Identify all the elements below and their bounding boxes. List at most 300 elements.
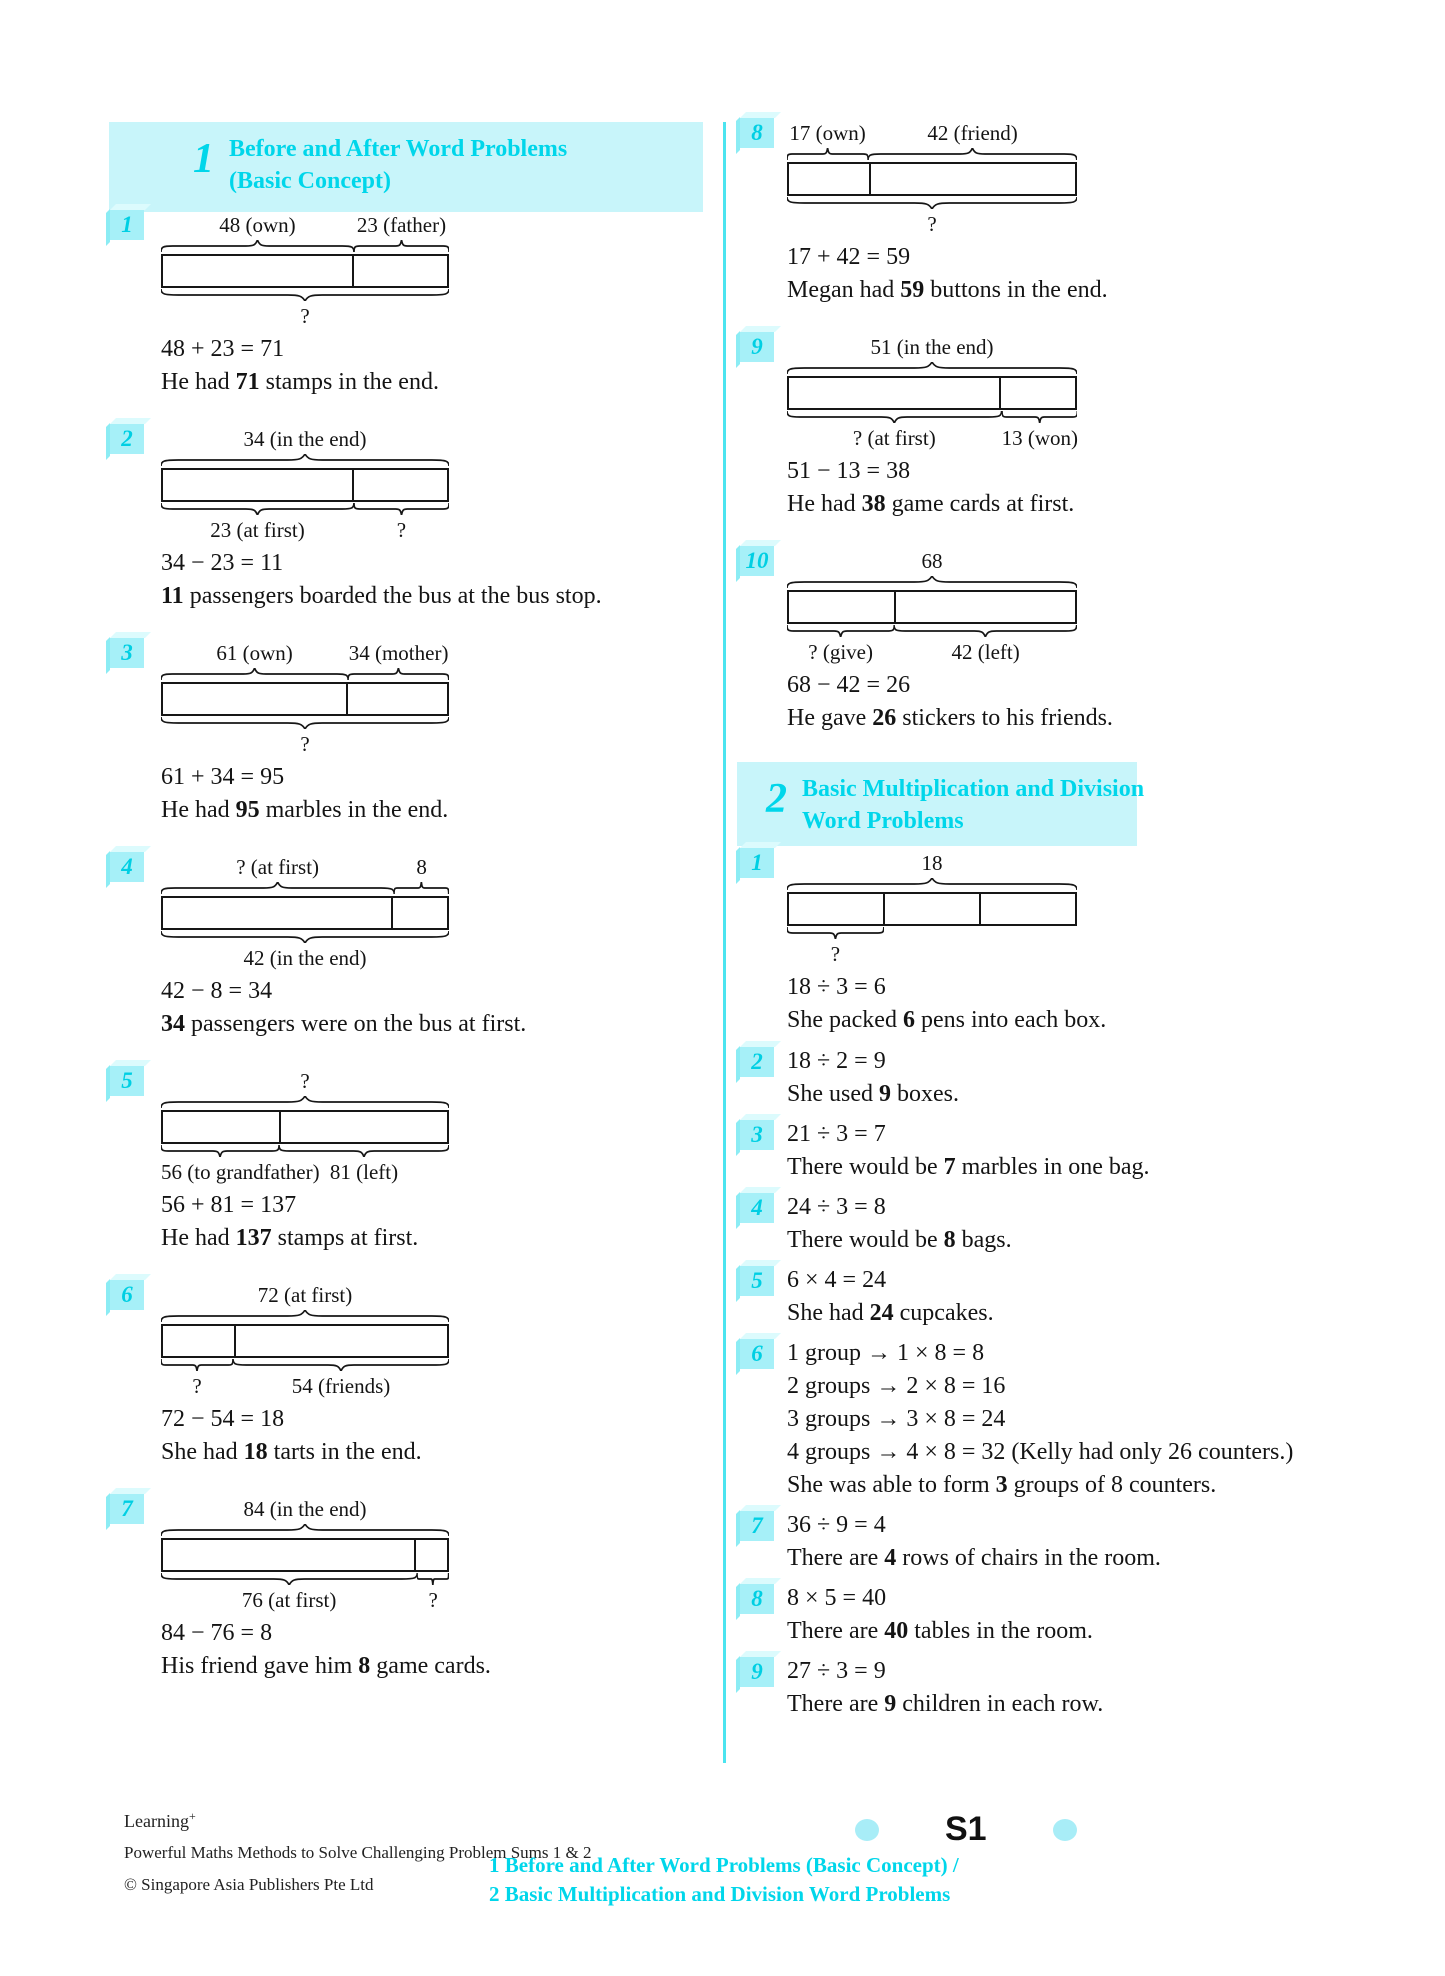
answer-number: 18 xyxy=(243,1439,268,1465)
underbrace-icon xyxy=(354,503,449,515)
bar-model xyxy=(787,120,1077,238)
curly-brace-top xyxy=(354,240,449,253)
answer-number: 26 xyxy=(872,705,897,731)
answer-sentence: He had 95 marbles in the end. xyxy=(161,797,449,823)
answer-number: 11 xyxy=(161,583,184,609)
footer-series-title: Powerful Maths Methods to Solve Challenging Problem Sums 1 & 2 xyxy=(124,1843,592,1862)
bar-segment xyxy=(789,592,896,622)
brace-label: ? (at first) xyxy=(852,426,936,450)
equation: 68 − 42 = 26 xyxy=(787,672,911,698)
tape-bar xyxy=(161,682,449,716)
overbrace-icon xyxy=(348,668,449,680)
problem-2-9 xyxy=(737,1655,1377,1721)
curly-brace-bottom xyxy=(787,625,894,638)
brace-label: 13 (won) xyxy=(1001,426,1078,450)
top-braces xyxy=(161,453,449,468)
problem-number: 9 xyxy=(751,1659,763,1684)
bar-segment xyxy=(163,470,354,500)
page-dot-left-icon xyxy=(855,1819,879,1841)
equation: 18 ÷ 2 = 9 xyxy=(787,1048,886,1074)
footer-ref-section-2: 2 Basic Multiplication and Division Word Problems xyxy=(489,1882,951,1906)
curly-brace-top xyxy=(787,878,1077,891)
problem-1-6 xyxy=(90,1282,718,1469)
problem-number: 1 xyxy=(121,212,133,237)
section-2-title-line1: Basic Multiplication and Division xyxy=(802,776,1145,802)
footer-section-references xyxy=(489,1851,959,1909)
problem-number-badge xyxy=(740,332,774,362)
answer-sentence: 11 passengers boarded the bus at the bus stop. xyxy=(161,583,602,609)
bar-segment xyxy=(1001,378,1075,408)
problem-number-badge xyxy=(110,210,144,240)
equation: 42 − 8 = 34 xyxy=(161,978,273,1004)
answer-sentence: He had 38 game cards at first. xyxy=(787,491,1075,517)
problem-2-4 xyxy=(737,1191,1377,1257)
brace-spacer xyxy=(884,927,1077,940)
curly-brace-top xyxy=(161,1096,449,1109)
section-1-problems-right xyxy=(737,120,1377,735)
overbrace-icon xyxy=(394,882,449,894)
bar-segment xyxy=(163,1326,236,1356)
brace-label: 56 (to grandfather) xyxy=(161,1160,320,1184)
problem-2-7 xyxy=(737,1509,1377,1575)
bottom-brace-labels xyxy=(161,1373,449,1400)
answer-number: 9 xyxy=(879,1081,891,1107)
answer-number: 8 xyxy=(358,1653,371,1679)
bottom-brace-labels xyxy=(787,211,1077,238)
curly-brace-bottom xyxy=(161,1359,233,1372)
answer-number: 59 xyxy=(900,277,925,303)
equation: 24 ÷ 3 = 8 xyxy=(787,1194,886,1220)
bottom-braces xyxy=(161,1572,449,1587)
problem-number-badge xyxy=(110,1494,144,1524)
problem-number-badge xyxy=(740,1339,774,1369)
page-dot-right-icon xyxy=(1053,1819,1077,1841)
footer-page-number: S1 xyxy=(945,1810,987,1848)
bar-segment xyxy=(163,1540,416,1570)
tape-bar xyxy=(161,1538,449,1572)
equation: 48 + 23 = 71 xyxy=(161,336,285,362)
curly-brace-top xyxy=(161,1524,449,1537)
answer-sentence: He had 71 stamps in the end. xyxy=(161,369,439,395)
curly-brace-top xyxy=(161,240,354,253)
section-1-title-line2: (Basic Concept) xyxy=(229,168,391,194)
overbrace-icon xyxy=(354,240,449,252)
answer-sentence: 34 passengers were on the bus at first. xyxy=(161,1011,527,1037)
answer-number: 4 xyxy=(884,1545,897,1571)
bottom-brace-labels xyxy=(787,941,1077,968)
problem-number-badge xyxy=(740,1511,774,1541)
curly-brace-bottom xyxy=(233,1359,449,1372)
bottom-braces xyxy=(161,716,449,731)
brace-label: 61 (own) xyxy=(216,641,293,665)
footer-brand-plus: + xyxy=(188,1809,196,1823)
curly-brace-top xyxy=(787,576,1077,589)
curly-brace-bottom xyxy=(787,927,884,940)
top-braces xyxy=(161,239,449,254)
brace-label: 34 (mother) xyxy=(348,641,449,665)
curly-brace-bottom xyxy=(787,411,1002,424)
work-line: 1 group → 1 × 8 = 8 xyxy=(787,1340,985,1366)
bottom-braces xyxy=(161,502,449,517)
bar-segment xyxy=(789,894,885,924)
problem-number-badge xyxy=(740,118,774,148)
answer-sentence: She was able to form 3 groups of 8 counters. xyxy=(787,1472,1217,1498)
curly-brace-bottom xyxy=(161,717,449,730)
work-line: 4 groups → 4 × 8 = 32 (Kelly had only 26 counters.) xyxy=(787,1439,1294,1465)
curly-brace-top xyxy=(787,362,1077,375)
bottom-braces xyxy=(161,1358,449,1373)
underbrace-icon xyxy=(161,1573,417,1585)
answer-sentence: There would be 8 bags. xyxy=(787,1227,1012,1253)
problem-number: 7 xyxy=(121,1496,133,1521)
brace-label: 23 (father) xyxy=(356,213,447,237)
bottom-brace-labels xyxy=(161,1587,449,1614)
underbrace-icon xyxy=(1002,411,1077,423)
bar-model xyxy=(161,212,449,330)
brace-label: 17 (own) xyxy=(789,121,866,145)
overbrace-icon xyxy=(868,148,1077,160)
top-brace-labels xyxy=(161,426,449,453)
underbrace-icon xyxy=(417,1573,449,1585)
problem-1-8 xyxy=(737,120,1377,307)
problem-2-1 xyxy=(737,850,1377,1037)
brace-label: ? xyxy=(927,212,937,236)
curly-brace-bottom xyxy=(161,931,449,944)
footer-brand-name: Learning+ xyxy=(124,1809,196,1831)
brace-label: 8 xyxy=(416,855,427,879)
section-1-number: 1 xyxy=(193,136,214,182)
answer-number: 24 xyxy=(869,1300,894,1326)
curly-brace-top xyxy=(161,882,394,895)
bar-model xyxy=(161,640,449,758)
equation: 17 + 42 = 59 xyxy=(787,244,911,270)
brace-label: ? xyxy=(396,518,407,542)
answer-sentence: He had 137 stamps at first. xyxy=(161,1225,419,1251)
bottom-brace-labels xyxy=(161,517,449,544)
underbrace-icon xyxy=(787,625,894,637)
bar-model xyxy=(787,850,1077,968)
problem-number: 3 xyxy=(751,1122,763,1147)
brace-label: ? xyxy=(300,1069,310,1093)
problem-2-8 xyxy=(737,1582,1377,1648)
top-brace-labels xyxy=(787,850,1077,877)
top-braces xyxy=(161,667,449,682)
bottom-brace-labels xyxy=(161,303,449,330)
equation: 8 × 5 = 40 xyxy=(787,1585,887,1611)
brace-label: 76 (at first) xyxy=(241,1588,337,1612)
brace-label: ? xyxy=(300,304,310,328)
brace-label: 23 (at first) xyxy=(210,518,305,542)
answer-sentence: His friend gave him 8 game cards. xyxy=(161,1653,491,1679)
underbrace-icon xyxy=(787,927,884,939)
section-1-header xyxy=(109,122,703,212)
problem-number: 7 xyxy=(751,1513,763,1538)
curly-brace-bottom xyxy=(161,503,354,516)
problem-number: 6 xyxy=(121,1282,133,1307)
curly-brace-top xyxy=(161,668,348,681)
bar-segment xyxy=(354,256,447,286)
answer-sentence: There would be 7 marbles in one bag. xyxy=(787,1154,1150,1180)
section-1-title-line1: Before and After Word Problems xyxy=(229,136,568,162)
brace-label: 68 xyxy=(921,549,943,573)
overbrace-icon xyxy=(161,454,449,466)
answer-sentence: There are 9 children in each row. xyxy=(787,1691,1104,1717)
brace-label xyxy=(884,941,1077,968)
problem-2-5 xyxy=(737,1264,1377,1330)
brace-label: 42 (left) xyxy=(951,640,1020,664)
overbrace-icon xyxy=(787,362,1077,374)
answer-number: 3 xyxy=(995,1472,1008,1498)
brace-label: 81 (left) xyxy=(329,1160,399,1184)
answer-sentence: There are 4 rows of chairs in the room. xyxy=(787,1545,1161,1571)
top-braces xyxy=(161,1309,449,1324)
problem-number: 2 xyxy=(751,1049,763,1074)
curly-brace-top xyxy=(348,668,449,681)
answer-number: 95 xyxy=(235,797,260,823)
equation: 36 ÷ 9 = 4 xyxy=(787,1512,886,1538)
bar-segment xyxy=(163,898,393,928)
brace-label: 84 (in the end) xyxy=(243,1497,367,1521)
underbrace-icon xyxy=(894,625,1077,637)
curly-brace-top xyxy=(161,454,449,467)
problem-1-1 xyxy=(90,212,718,399)
problem-number-badge xyxy=(110,638,144,668)
underbrace-icon xyxy=(787,197,1077,209)
answer-number: 40 xyxy=(884,1618,909,1644)
top-brace-labels xyxy=(787,548,1077,575)
problem-number-badge xyxy=(740,1584,774,1614)
bottom-brace-labels xyxy=(161,731,449,758)
bar-segment xyxy=(393,898,447,928)
brace-label: ? (at first) xyxy=(236,855,320,879)
problem-number-badge xyxy=(740,1120,774,1150)
bottom-brace-labels xyxy=(787,425,1077,452)
underbrace-icon xyxy=(161,1145,279,1157)
brace-label: ? xyxy=(830,942,841,966)
top-braces xyxy=(161,1095,449,1110)
problem-2-3 xyxy=(737,1118,1377,1184)
equation: 27 ÷ 3 = 9 xyxy=(787,1658,886,1684)
tape-bar xyxy=(787,892,1077,926)
answer-number: 137 xyxy=(235,1225,272,1251)
bar-model xyxy=(787,548,1077,666)
bar-segment xyxy=(236,1326,448,1356)
curly-brace-bottom xyxy=(787,197,1077,210)
overbrace-icon xyxy=(787,148,868,160)
brace-label: 34 (in the end) xyxy=(243,427,367,451)
curly-brace-bottom xyxy=(161,1145,279,1158)
brace-label: 54 (friends) xyxy=(291,1374,391,1398)
curly-brace-bottom xyxy=(354,503,449,516)
problem-number: 5 xyxy=(121,1068,133,1093)
tape-bar xyxy=(787,162,1077,196)
bar-segment xyxy=(354,470,447,500)
bar-model xyxy=(161,1282,449,1400)
answer-sentence: She used 9 boxes. xyxy=(787,1081,959,1107)
equation: 18 ÷ 3 = 6 xyxy=(787,974,886,1000)
problem-number: 4 xyxy=(121,854,133,879)
brace-label: ? xyxy=(300,732,310,756)
equation: 61 + 34 = 95 xyxy=(161,764,285,790)
answer-number: 71 xyxy=(235,369,260,395)
bottom-brace-labels xyxy=(787,639,1077,666)
section-1-problems-left xyxy=(90,212,718,1683)
problem-number-badge xyxy=(740,1657,774,1687)
tape-bar xyxy=(161,896,449,930)
overbrace-icon xyxy=(161,1310,449,1322)
bar-model xyxy=(161,426,449,544)
answer-sentence: She had 24 cupcakes. xyxy=(787,1300,994,1326)
equation: 51 − 13 = 38 xyxy=(787,458,911,484)
brace-label: ? xyxy=(192,1374,202,1398)
problem-number-badge xyxy=(740,1047,774,1077)
top-braces xyxy=(787,361,1077,376)
brace-label: ? xyxy=(428,1588,438,1612)
bar-segment xyxy=(163,1112,281,1142)
problem-2-6 xyxy=(737,1337,1377,1502)
top-braces xyxy=(787,147,1077,162)
equation: 34 − 23 = 11 xyxy=(161,550,284,576)
underbrace-icon xyxy=(787,411,1002,423)
curly-brace-top xyxy=(868,148,1077,161)
top-braces xyxy=(787,877,1077,892)
right-column xyxy=(737,90,1377,1728)
bar-segment xyxy=(789,378,1001,408)
problem-number: 8 xyxy=(751,1586,763,1611)
problem-number-badge xyxy=(740,1266,774,1296)
bar-model xyxy=(787,334,1077,452)
answer-number: 7 xyxy=(943,1154,956,1180)
brace-label: 18 xyxy=(921,851,943,875)
bar-segment xyxy=(281,1112,447,1142)
brace-label: 48 (own) xyxy=(219,213,296,237)
problem-number: 4 xyxy=(751,1195,763,1220)
curly-brace-bottom xyxy=(279,1145,449,1158)
brace-label: 72 (at first) xyxy=(257,1283,353,1307)
problem-number-badge xyxy=(110,1066,144,1096)
curly-brace-bottom xyxy=(161,1573,417,1586)
top-braces xyxy=(161,881,449,896)
left-column xyxy=(90,122,718,1710)
bottom-braces xyxy=(161,1144,449,1159)
answer-number: 34 xyxy=(161,1011,185,1037)
bar-model xyxy=(161,1068,449,1186)
bar-segment xyxy=(981,894,1075,924)
tape-bar xyxy=(787,590,1077,624)
tape-bar xyxy=(161,1324,449,1358)
work-line: 3 groups → 3 × 8 = 24 xyxy=(787,1406,1006,1432)
answer-sentence: He gave 26 stickers to his friends. xyxy=(787,705,1113,731)
overbrace-icon xyxy=(161,240,354,252)
underbrace-icon xyxy=(233,1359,449,1371)
problem-number-badge xyxy=(110,1280,144,1310)
column-divider xyxy=(723,122,726,1763)
tape-bar xyxy=(161,468,449,502)
brace-label: 42 (in the end) xyxy=(243,946,367,970)
top-braces xyxy=(161,1523,449,1538)
equation: 6 × 4 = 24 xyxy=(787,1267,887,1293)
footer-copyright: © Singapore Asia Publishers Pte Ltd xyxy=(124,1875,374,1894)
brace-label: 51 (in the end) xyxy=(870,335,994,359)
answer-sentence: Megan had 59 buttons in the end. xyxy=(787,277,1108,303)
problem-1-5 xyxy=(90,1068,718,1255)
bar-segment xyxy=(789,164,871,194)
tape-bar xyxy=(161,254,449,288)
top-brace-labels xyxy=(161,1068,449,1095)
underbrace-icon xyxy=(161,503,354,515)
underbrace-icon xyxy=(161,717,449,729)
footer-ref-section-1: 1 Before and After Word Problems (Basic Concept) / xyxy=(489,1853,959,1877)
problem-1-3 xyxy=(90,640,718,827)
top-brace-labels xyxy=(787,334,1077,361)
equation: 72 − 54 = 18 xyxy=(161,1406,285,1432)
problem-1-2 xyxy=(90,426,718,613)
equation: 84 − 76 = 8 xyxy=(161,1620,273,1646)
top-brace-labels xyxy=(161,854,449,881)
brace-label: 42 (friend) xyxy=(927,121,1018,145)
curly-brace-top xyxy=(394,882,449,895)
bottom-braces xyxy=(787,410,1077,425)
underbrace-icon xyxy=(279,1145,449,1157)
underbrace-icon xyxy=(161,931,449,943)
problem-2-2 xyxy=(737,1045,1377,1111)
problem-number: 10 xyxy=(745,548,769,573)
section-2-title xyxy=(802,762,1144,837)
problem-1-4 xyxy=(90,854,718,1041)
problem-number: 8 xyxy=(751,120,763,145)
overbrace-icon xyxy=(161,882,394,894)
bar-segment xyxy=(163,684,348,714)
underbrace-icon xyxy=(161,289,449,301)
section-1-title xyxy=(229,122,567,197)
work-line: 2 groups → 2 × 8 = 16 xyxy=(787,1373,1006,1399)
problem-1-7 xyxy=(90,1496,718,1683)
answer-sentence: She packed 6 pens into each box. xyxy=(787,1007,1107,1033)
bar-model xyxy=(161,854,449,972)
top-brace-labels xyxy=(161,640,449,667)
brace-label: ? (give) xyxy=(808,640,873,664)
section-2-problems xyxy=(737,850,1377,1721)
curly-brace-top xyxy=(787,148,868,161)
overbrace-icon xyxy=(161,1524,449,1536)
problem-number-badge xyxy=(740,1193,774,1223)
overbrace-icon xyxy=(787,878,1077,890)
problem-number: 6 xyxy=(751,1341,763,1366)
bar-model xyxy=(161,1496,449,1614)
bar-segment xyxy=(885,894,981,924)
section-2-header xyxy=(737,762,1145,846)
problem-number: 9 xyxy=(751,334,763,359)
top-brace-labels xyxy=(161,1282,449,1309)
bottom-braces xyxy=(161,930,449,945)
problem-number-badge xyxy=(110,424,144,454)
top-brace-labels xyxy=(161,1496,449,1523)
underbrace-icon xyxy=(161,1359,233,1371)
bar-segment xyxy=(348,684,447,714)
curly-brace-bottom xyxy=(1002,411,1077,424)
top-brace-labels xyxy=(787,120,1077,147)
curly-brace-bottom xyxy=(894,625,1077,638)
problem-number: 2 xyxy=(121,426,133,451)
bottom-braces xyxy=(787,196,1077,211)
tape-bar xyxy=(161,1110,449,1144)
top-braces xyxy=(787,575,1077,590)
bar-segment xyxy=(416,1540,447,1570)
bottom-braces xyxy=(787,926,1077,941)
answer-number: 38 xyxy=(861,491,886,517)
curly-brace-bottom xyxy=(417,1573,449,1586)
problem-number-badge xyxy=(740,848,774,878)
